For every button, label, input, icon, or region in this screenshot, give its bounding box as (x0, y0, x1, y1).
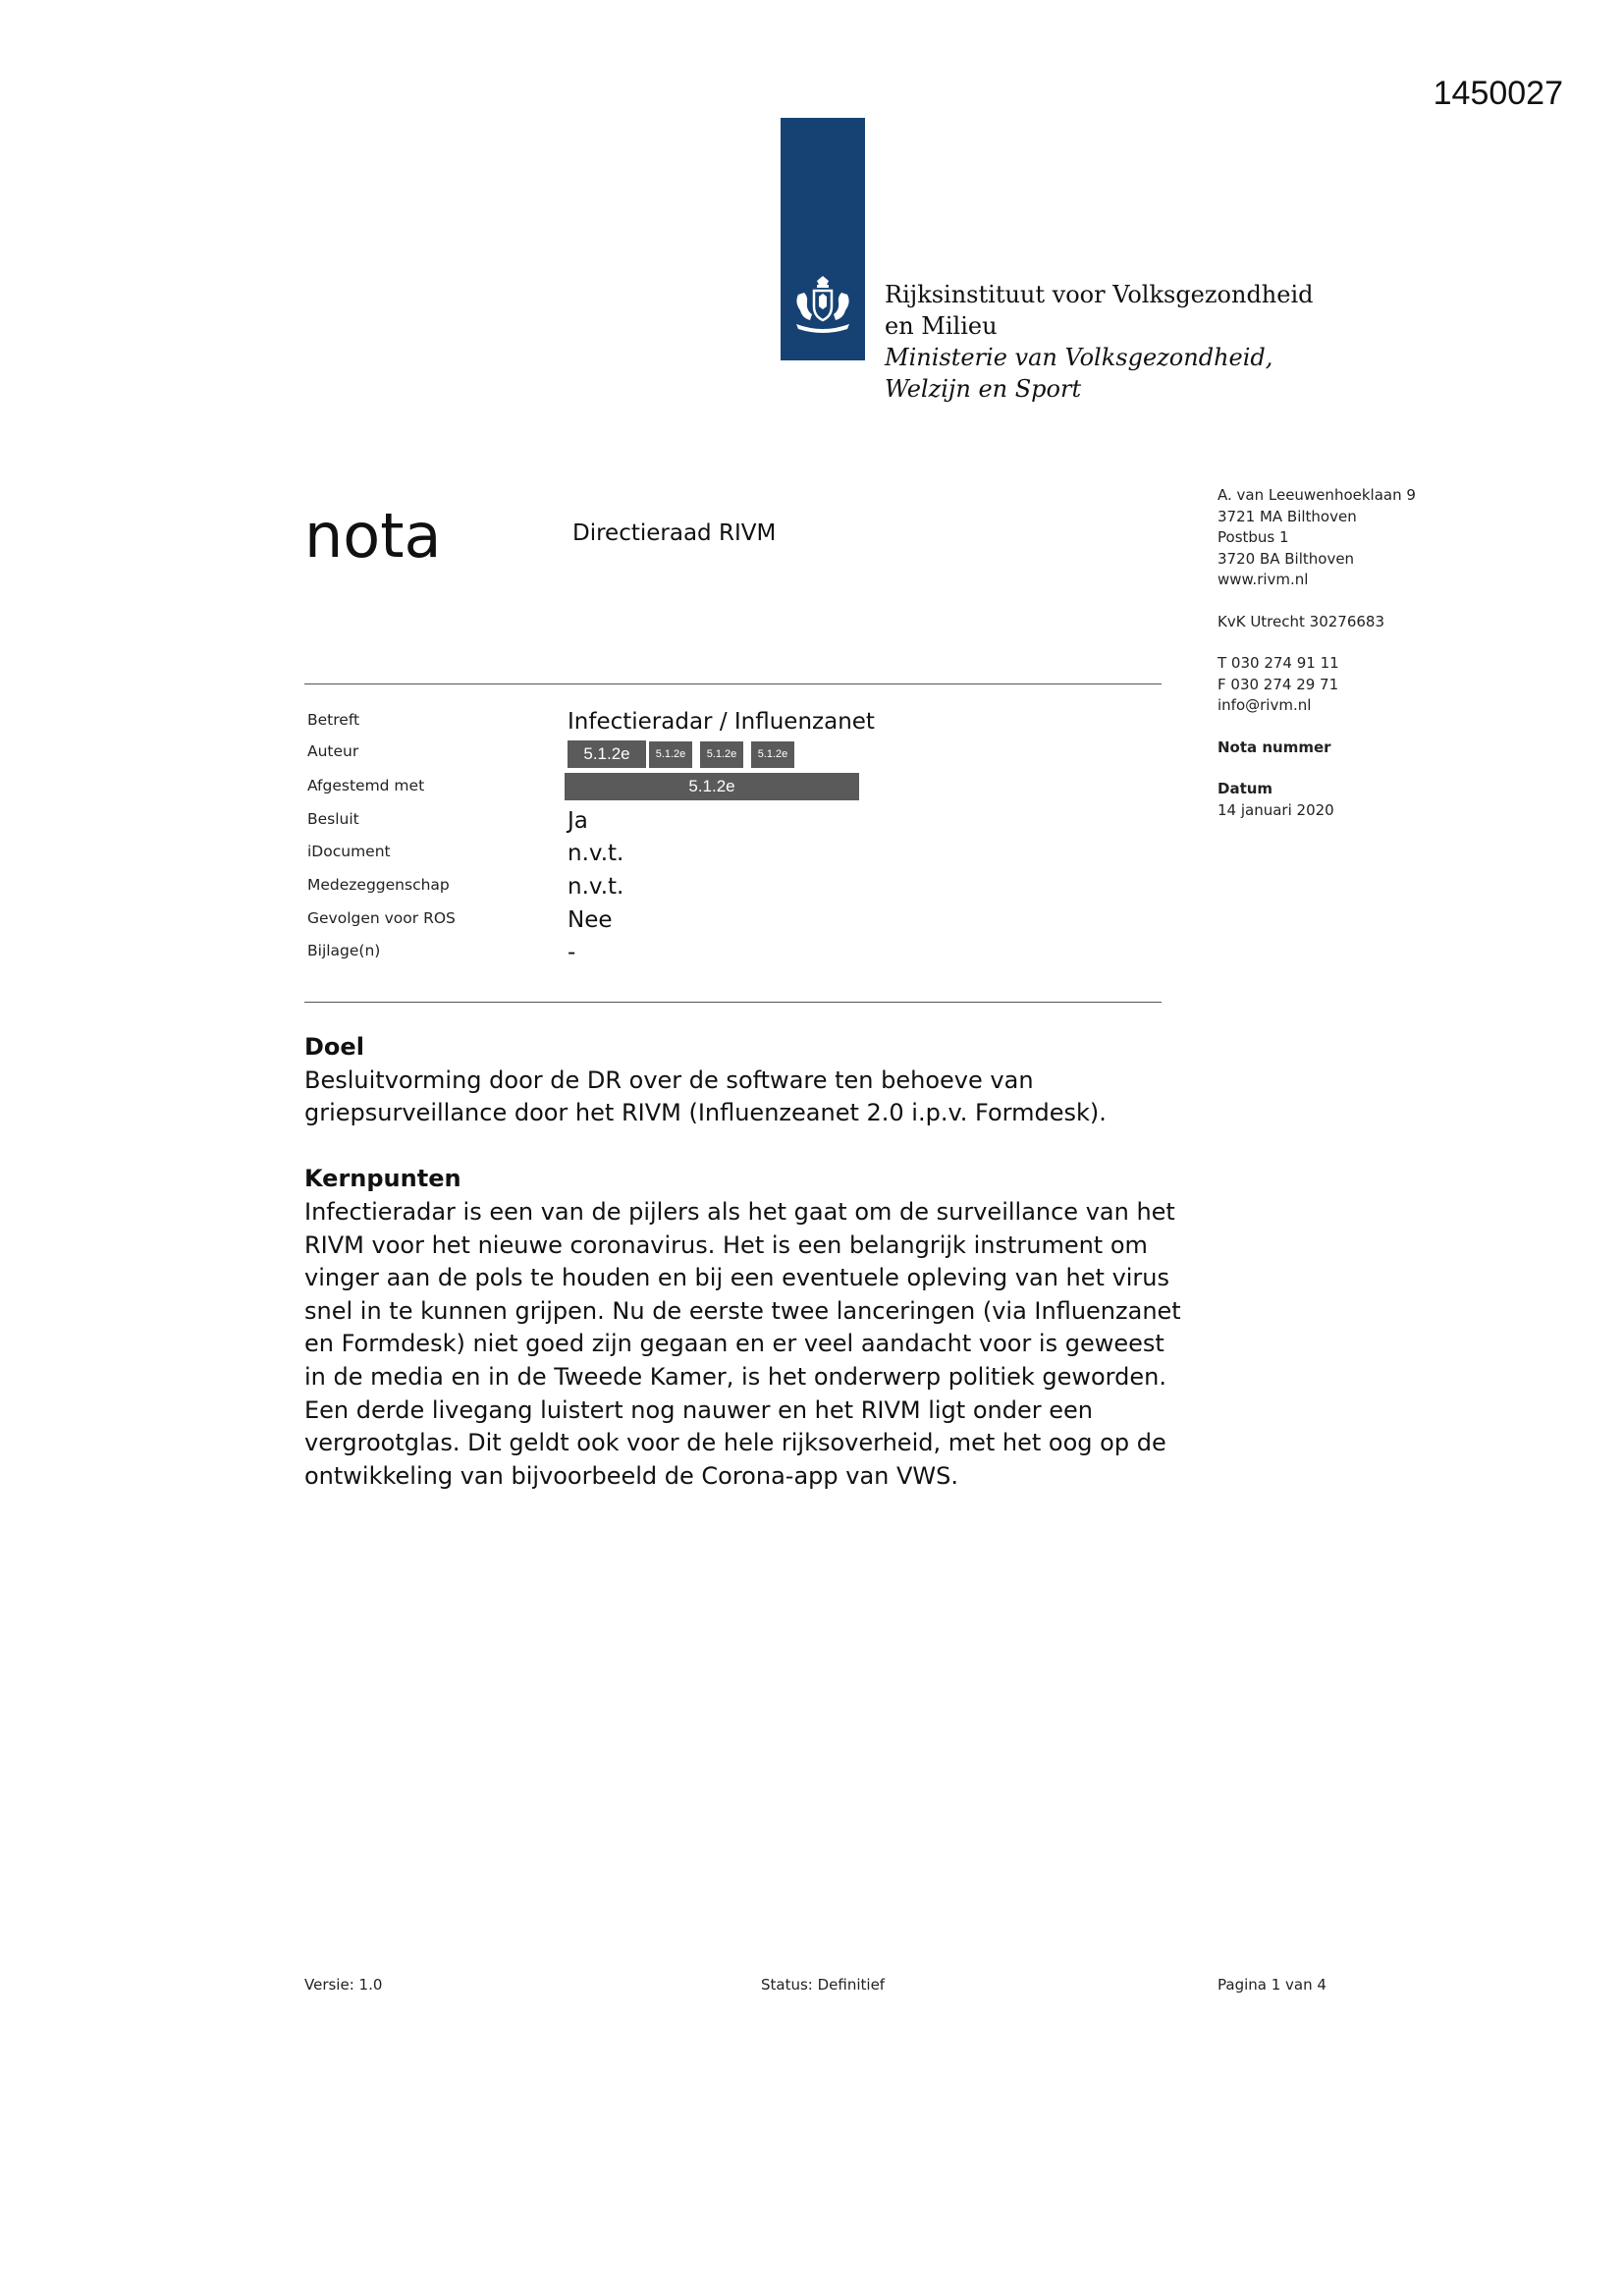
redaction-box: 5.1.2e (565, 773, 859, 800)
ministry-line2: Welzijn en Sport (885, 375, 1082, 403)
body-content (304, 1031, 1208, 1493)
kernpunten-line: in de media en in de Tweede Kamer, is het onderwerp politiek geworden. (304, 1362, 1166, 1391)
meta-value: Ja (568, 807, 588, 834)
footer-version: Versie: 1.0 (304, 1976, 383, 1994)
divider-top (304, 683, 1162, 684)
meta-row-bijlage (304, 938, 1168, 971)
kernpunten-line: RIVM voor het nieuwe coronavirus. Het is een belangrijk instrument om (304, 1230, 1148, 1259)
meta-row-auteur (304, 740, 1168, 774)
website-link[interactable]: www.rivm.nl (1218, 571, 1309, 588)
meta-label: Auteur (307, 741, 359, 760)
kernpunten-line: ontwikkeling van bijvoorbeeld de Corona-app van VWS. (304, 1461, 959, 1490)
address-line: A. van Leeuwenhoeklaan 9 (1218, 486, 1416, 504)
redaction-box: 5.1.2e (700, 741, 743, 768)
doel-heading: Doel (304, 1033, 364, 1061)
address-line: 3720 BA Bilthoven (1218, 549, 1355, 568)
datum-label: Datum (1218, 780, 1273, 797)
kvk-number: KvK Utrecht 30276683 (1218, 612, 1384, 630)
fax-number: F 030 274 29 71 (1218, 675, 1339, 693)
doel-line: Besluitvorming door de DR over de software ten behoeve van (304, 1066, 1034, 1094)
kernpunten-line: vergrootglas. Dit geldt ook voor de hele rijksoverheid, met het oog op de (304, 1429, 1166, 1457)
kernpunten-line: Een derde livegang luistert nog nauwer en het RIVM ligt onder een (304, 1395, 1093, 1424)
doel-line: griepsurveillance door het RIVM (Influenzeanet 2.0 i.p.v. Formdesk). (304, 1099, 1107, 1127)
meta-label: Afgestemd met (307, 777, 425, 795)
meta-label: Gevolgen voor ROS (307, 908, 456, 927)
ministry-line1: Ministerie van Volksgezondheid, (885, 344, 1273, 371)
address-line: 3721 MA Bilthoven (1218, 507, 1357, 525)
document-type-title: nota (304, 500, 442, 572)
email-link[interactable]: info@rivm.nl (1218, 696, 1312, 714)
redaction-box: 5.1.2e (568, 740, 646, 768)
meta-value: n.v.t. (568, 873, 624, 900)
meta-label: Bijlage(n) (307, 942, 381, 960)
footer-page-number: Pagina 1 van 4 (1218, 1976, 1326, 1994)
organisation-name-line2: en Milieu (885, 312, 998, 340)
meta-label: Medezeggenschap (307, 875, 450, 894)
organisation-name-line1: Rijksinstituut voor Volksgezondheid (885, 281, 1314, 308)
meta-row-idocument (304, 839, 1168, 872)
redaction-box: 5.1.2e (751, 741, 794, 768)
meta-value: Nee (568, 906, 613, 933)
kernpunten-heading: Kernpunten (304, 1165, 461, 1193)
meta-value: - (568, 940, 576, 966)
meta-label: Besluit (307, 809, 359, 828)
redaction-box: 5.1.2e (649, 741, 692, 768)
meta-value: Infectieradar / Influenzanet (568, 709, 875, 735)
datum-value: 14 januari 2020 (1218, 800, 1334, 819)
kernpunten-line: snel in te kunnen grijpen. Nu de eerste twee lanceringen (via Influenzanet (304, 1296, 1181, 1325)
phone-number: T 030 274 91 11 (1218, 654, 1339, 672)
meta-row-betreft (304, 707, 1168, 740)
organisation-block (885, 279, 1314, 405)
nota-nummer-label: Nota nummer (1218, 738, 1331, 756)
meta-row-afgestemd (304, 773, 1168, 806)
kernpunten-line: vinger aan de pols te houden en bij een eventuele opleving van het virus (304, 1264, 1170, 1292)
coat-of-arms-icon (790, 275, 855, 338)
logo-bar (781, 118, 865, 360)
divider-bottom (304, 1002, 1162, 1003)
kernpunten-line: en Formdesk) niet goed zijn gegaan en er veel aandacht voor is geweest (304, 1330, 1164, 1358)
meta-row-medezeggenschap (304, 872, 1168, 905)
meta-row-besluit (304, 806, 1168, 840)
sidebar-contact (1218, 485, 1551, 821)
document-number: 1450027 (1433, 75, 1563, 112)
kernpunten-line: Infectieradar is een van de pijlers als het gaat om de surveillance van het (304, 1197, 1175, 1226)
footer-status: Status: Definitief (761, 1976, 886, 1994)
meta-value: n.v.t. (568, 841, 624, 867)
meta-label: iDocument (307, 843, 391, 861)
metadata-table (304, 707, 1168, 971)
address-line: Postbus 1 (1218, 528, 1289, 546)
meta-label: Betreft (307, 711, 360, 729)
meta-row-gevolgen (304, 905, 1168, 939)
recipient: Directieraad RIVM (572, 520, 777, 546)
